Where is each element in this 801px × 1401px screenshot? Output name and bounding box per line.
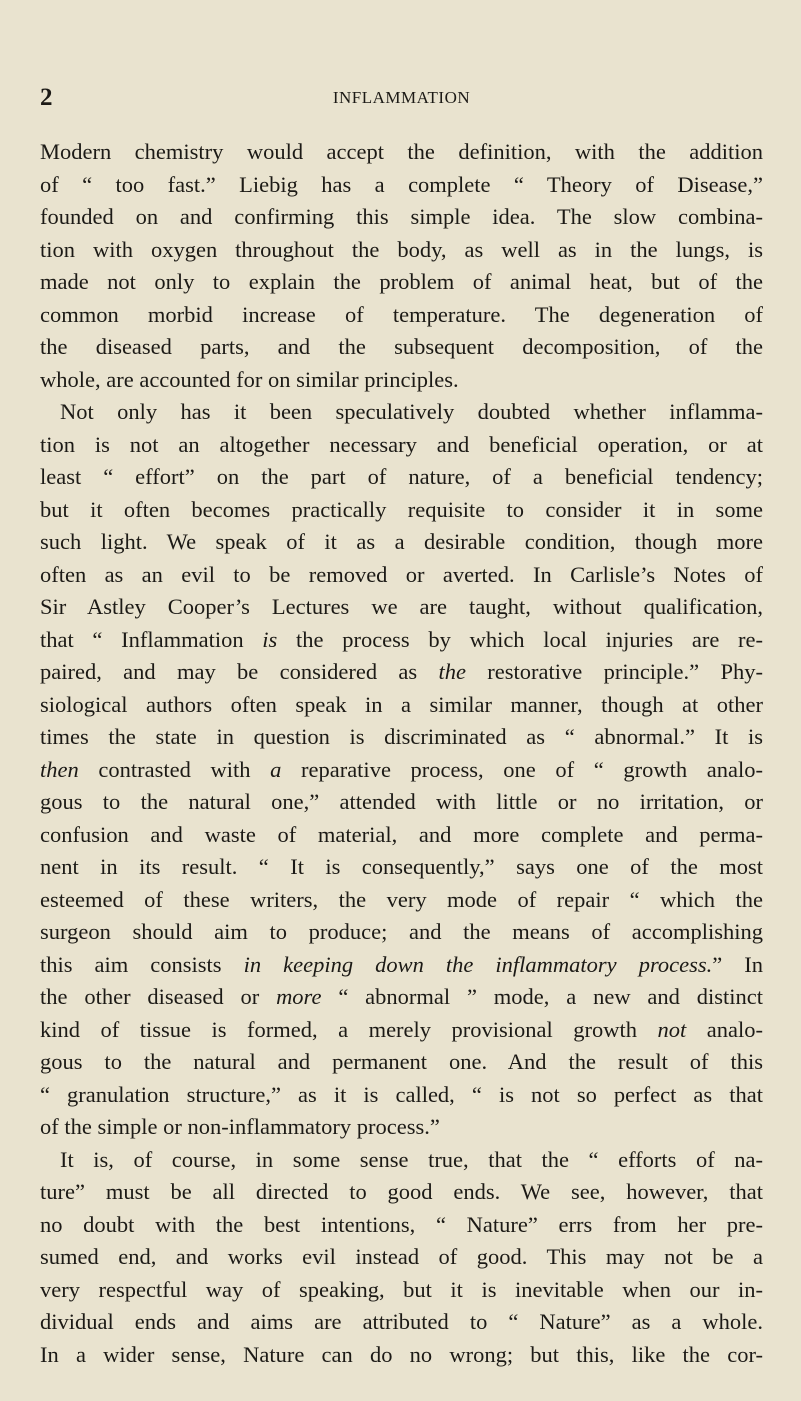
text-segment: ” In (712, 951, 763, 977)
text-segment: reparative process, one of “ growth analo- (281, 756, 763, 782)
text-line (40, 364, 763, 397)
text-segment: siological authors often speak in a similar manner, though at other (40, 691, 763, 717)
text-segment: of “ too fast.” Liebig has a complete “ Theory of Disease,” (40, 171, 763, 197)
text-segment: contrasted with (78, 756, 271, 782)
text-segment: of the simple or non-inflammatory process.” (40, 1114, 440, 1139)
italic-text: not (657, 1016, 687, 1042)
text-segment: restorative principle.” Phy- (465, 659, 763, 684)
text-line (40, 1339, 763, 1372)
text-line (40, 1014, 763, 1047)
text-segment: analo- (686, 1016, 763, 1042)
text-segment: such light. We speak of it as a desirable condition, though more (40, 529, 763, 554)
text-segment: but it often becomes practically requisite to consider it in some (40, 496, 763, 522)
italic-text: the (438, 659, 466, 684)
text-line (40, 624, 763, 657)
text-line (40, 429, 763, 462)
text-line (40, 1176, 763, 1209)
text-segment: this aim consists (40, 951, 244, 977)
text-line (40, 851, 763, 884)
text-segment: confusion and waste of material, and more complete and perma- (40, 821, 763, 847)
text-segment: Sir Astley Cooper’s Lectures we are taught, without qualification, (40, 594, 763, 619)
text-segment: founded on and confirming this simple idea. The slow combina- (40, 204, 763, 229)
text-segment: very respectful way of speaking, but it is inevitable when our in- (40, 1276, 763, 1302)
italic-text: in keeping down the inflammatory process. (243, 951, 713, 977)
text-segment: no doubt with the best intentions, “ Nature” errs from her pre- (40, 1211, 763, 1237)
text-line (40, 331, 763, 364)
italic-text: is (262, 626, 278, 652)
text-line (40, 234, 763, 267)
body-text (40, 136, 763, 1371)
text-segment: whole, are accounted for on similar principles. (40, 366, 459, 392)
text-segment: the diseased parts, and the subsequent decomposition, of the (40, 334, 763, 359)
text-segment: common morbid increase of temperature. The degeneration of (40, 301, 763, 327)
text-segment: least “ effort” on the part of nature, of a beneficial tendency; (40, 464, 763, 489)
text-line (40, 689, 763, 722)
text-line (40, 1209, 763, 1242)
italic-text: a (270, 756, 282, 782)
text-segment: that “ Inflammation (40, 626, 263, 652)
text-segment: dividual ends and aims are attributed to “ Nature” as a whole. (40, 1309, 763, 1334)
text-line (40, 201, 763, 234)
text-segment: Not only has it been speculatively doubted whether inflamma- (60, 399, 763, 424)
text-segment: tion is not an altogether necessary and beneficial operation, or at (40, 431, 763, 457)
text-segment: kind of tissue is formed, a merely provisional growth (40, 1016, 658, 1042)
text-line (40, 949, 763, 982)
italic-text: more (276, 984, 322, 1009)
text-line (40, 591, 763, 624)
text-segment: sumed end, and works evil instead of good. This may not be a (40, 1244, 763, 1269)
text-line (40, 1274, 763, 1307)
text-line (40, 526, 763, 559)
text-line (40, 1111, 763, 1144)
text-segment: It is, of course, in some sense true, that the “ efforts of na- (60, 1146, 763, 1172)
text-segment: often as an evil to be removed or averted. In Carlisle’s Notes of (40, 561, 763, 587)
text-segment: made not only to explain the problem of animal heat, but of the (40, 269, 763, 294)
text-line (40, 754, 763, 787)
text-segment: “ granulation structure,” as it is called, “ is not so perfect as that (40, 1081, 763, 1107)
text-line (40, 884, 763, 917)
text-segment: paired, and may be considered as (40, 659, 439, 684)
text-line (40, 299, 763, 332)
page-header (40, 84, 763, 114)
text-segment: Modern chemistry would accept the definition, with the addition (40, 139, 763, 164)
text-line (40, 1306, 763, 1339)
text-line (40, 169, 763, 202)
text-line (40, 1079, 763, 1112)
text-line (40, 1144, 763, 1177)
text-segment: the process by which local injuries are re- (277, 626, 763, 652)
text-line (40, 136, 763, 169)
text-line (40, 981, 763, 1014)
text-segment: gous to the natural and permanent one. And the result of this (40, 1049, 763, 1074)
italic-text: then (40, 756, 79, 782)
text-segment: nent in its result. “ It is consequently,” says one of the most (40, 854, 763, 879)
running-title: INFLAMMATION (332, 88, 471, 107)
text-segment: times the state in question is discriminated as “ abnormal.” It is (40, 724, 763, 749)
page-number: 2 (40, 84, 53, 111)
text-line (40, 266, 763, 299)
text-segment: surgeon should aim to produce; and the means of accomplishing (40, 919, 763, 944)
text-segment: “ abnormal ” mode, a new and distinct (321, 984, 763, 1009)
text-segment: esteemed of these writers, the very mode of repair “ which the (40, 886, 763, 912)
text-line (40, 786, 763, 819)
text-line (40, 559, 763, 592)
text-segment: the other diseased or (40, 984, 277, 1009)
text-segment: ture” must be all directed to good ends. We see, however, that (40, 1179, 763, 1204)
text-line (40, 1241, 763, 1274)
text-line (40, 819, 763, 852)
text-line (40, 721, 763, 754)
text-segment: In a wider sense, Nature can do no wrong; but this, like the cor- (40, 1341, 763, 1367)
text-line (40, 461, 763, 494)
text-line (40, 494, 763, 527)
text-line (40, 396, 763, 429)
text-segment: gous to the natural one,” attended with little or no irritation, or (40, 789, 763, 814)
text-line (40, 656, 763, 689)
text-line (40, 916, 763, 949)
text-segment: tion with oxygen throughout the body, as well as in the lungs, is (40, 236, 763, 262)
text-line (40, 1046, 763, 1079)
